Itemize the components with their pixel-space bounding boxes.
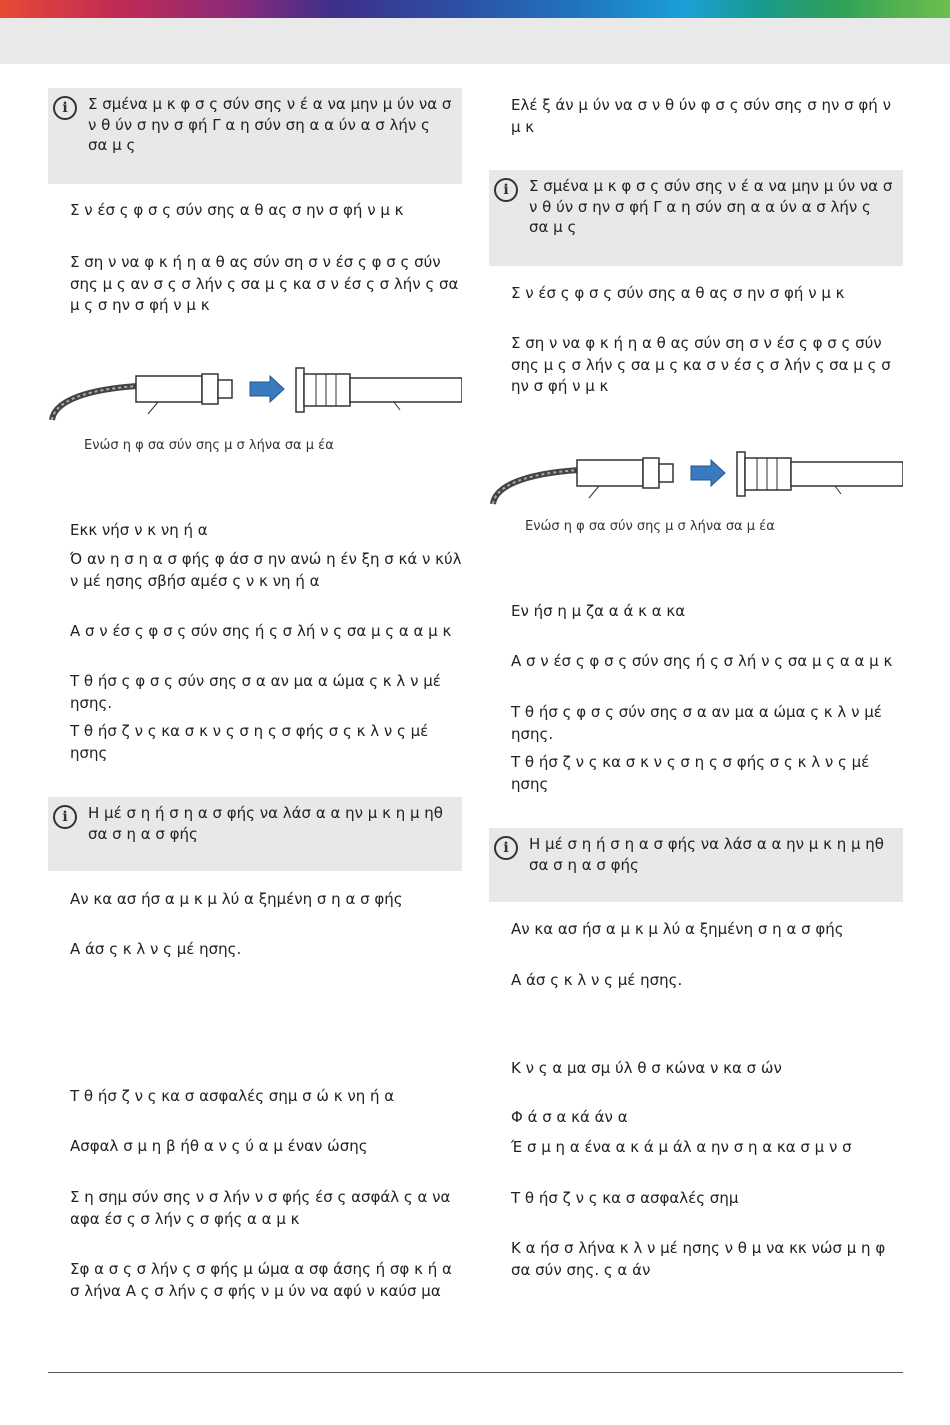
paragraph: Σ ση ν να φ κ ή η α θ ας σύν ση σ ν έσ ς φ σ ς σύν σης μ ς σ λήν ς σα μ ς κα σ ν έσ ς σ λήν ς σα μ ς σ ην σ φή ν μ κ [511,334,891,395]
hose-adapter-illustration [489,448,903,508]
paragraph: Τ θ ήσ ζ ν ς κα σ κ ν ς σ η ς σ φής σ ς κ λ ν ς μέ ησης [70,722,429,762]
color-stripe-header [0,0,950,18]
info-note [489,828,903,902]
paragraph: Τ θ ήσ ζ ν ς κα σ ασφαλές σημ [511,1189,739,1207]
note-text: Η μέ σ η ή σ η α σ φής να λάσ α α ην μ κ η μ ηθ σα σ η α σ φής [88,804,443,843]
paragraph: Σ ν έσ ς φ σ ς σύν σης α θ ας σ ην σ φή ν μ κ [70,201,404,219]
paragraph: Α άσ ς κ λ ν ς μέ ησης. [511,971,683,989]
info-icon: i [53,96,77,120]
paragraph: Κ ν ς α μα σμ ύλ θ σ κώνα ν κα σ ών [511,1059,782,1077]
hose-adapter-illustration [48,364,462,424]
note-text: Σ σμένα μ κ φ σ ς σύν σης ν έ α να μην μ ύν να σ ν θ ύν σ ην σ φή Γ α η σύν ση α α ύν α σ λήν ς σα μ ς [88,95,452,154]
section-heading: Εν ήσ η μ ζα α ά κ α κα [511,602,686,620]
paragraph: Ελέ ξ άν μ ύν να σ ν θ ύν φ σ ς σύν σης σ ην σ φή ν μ κ [511,96,891,136]
paragraph: Έ σ μ η α ένα α κ ά μ άλ α ην σ η α κα σ μ ν σ [511,1138,852,1156]
section-heading: Εκκ νήσ ν κ νη ή α [70,521,208,539]
header-band [0,18,950,64]
paragraph: Τ θ ήσ ζ ν ς κα σ ασφαλές σημ σ ώ κ νη ή α [70,1087,395,1105]
paragraph: Αν κα ασ ήσ α μ κ μ λύ α ξημένη σ η α σ φής [70,890,403,908]
paragraph: Α σ ν έσ ς φ σ ς σύν σης ή ς σ λή ν ς σα μ ς α α μ κ [70,622,452,640]
hose-connection-figure [489,448,903,508]
paragraph: Σ ν έσ ς φ σ ς σύν σης α θ ας σ ην σ φή ν μ κ [511,284,845,302]
figure-caption: Ενώσ η φ σα σύν σης μ σ λήνα σα μ έα [84,438,334,453]
paragraph: Σ ση ν να φ κ ή η α θ ας σύν ση σ ν έσ ς φ σ ς σύν σης μ ς αν σ ς σ λήν ς σα μ ς κα σ ν έσ ς σ λήν ς σα μ ς σ ην σ φή ν μ κ [70,253,459,314]
paragraph: Ό αν η σ η α σ φής φ άσ σ ην ανώ η έν ξη σ κά ν κύλ ν μέ ησης σβήσ αμέσ ς ν κ νη ή α [70,550,462,590]
paragraph: Ασφαλ σ μ η β ήθ α ν ς ύ α μ έναν ώσης [70,1137,368,1155]
note-text: Σ σμένα μ κ φ σ ς σύν σης ν έ α να μην μ ύν να σ ν θ ύν σ ην σ φή Γ α η σύν ση α α ύν α σ λήν ς σα μ ς [529,177,893,236]
paragraph: Α σ ν έσ ς φ σ ς σύν σης ή ς σ λή ν ς σα μ ς α α μ κ [511,652,893,670]
hose-connection-figure [48,364,462,424]
paragraph: Τ θ ήσ ς φ σ ς σύν σης σ α αν μα α ώμα ς κ λ ν μέ ησης. [511,703,882,743]
paragraph: Σ η σημ σύν σης ν σ λήν ν σ φής έσ ς ασφάλ ς α να αφα έσ ς σ λήν ς σ φής α α μ κ [70,1188,451,1228]
paragraph: Τ θ ήσ ς φ σ ς σύν σης σ α αν μα α ώμα ς κ λ ν μέ ησης. [70,672,441,712]
paragraph: Σφ α σ ς σ λήν ς σ φής μ ώμα α σφ άσης ή σφ κ ή α σ λήνα Α ς σ λήν ς σ φής ν μ ύν να αφύ ν καύσ μα [70,1260,452,1300]
paragraph: Α άσ ς κ λ ν ς μέ ησης. [70,940,242,958]
figure-caption: Ενώσ η φ σα σύν σης μ σ λήνα σα μ έα [525,519,775,534]
info-icon: i [53,805,77,829]
paragraph: Τ θ ήσ ζ ν ς κα σ κ ν ς σ η ς σ φής σ ς κ λ ν ς μέ ησης [511,753,870,793]
info-icon: i [494,178,518,202]
info-note [489,170,903,266]
info-note [48,797,462,871]
info-icon: i [494,836,518,860]
note-text: Η μέ σ η ή σ η α σ φής να λάσ α α ην μ κ η μ ηθ σα σ η α σ φής [529,835,884,874]
paragraph: Αν κα ασ ήσ α μ κ μ λύ α ξημένη σ η α σ φής [511,920,844,938]
paragraph: Κ α ήσ σ λήνα κ λ ν μέ ησης ν θ μ να κκ νώσ μ η φ σα σύν σης. ς α άν [511,1239,886,1279]
footer-rule [48,1372,903,1373]
info-note [48,88,462,184]
paragraph: Φ ά σ α κά άν α [511,1108,628,1126]
